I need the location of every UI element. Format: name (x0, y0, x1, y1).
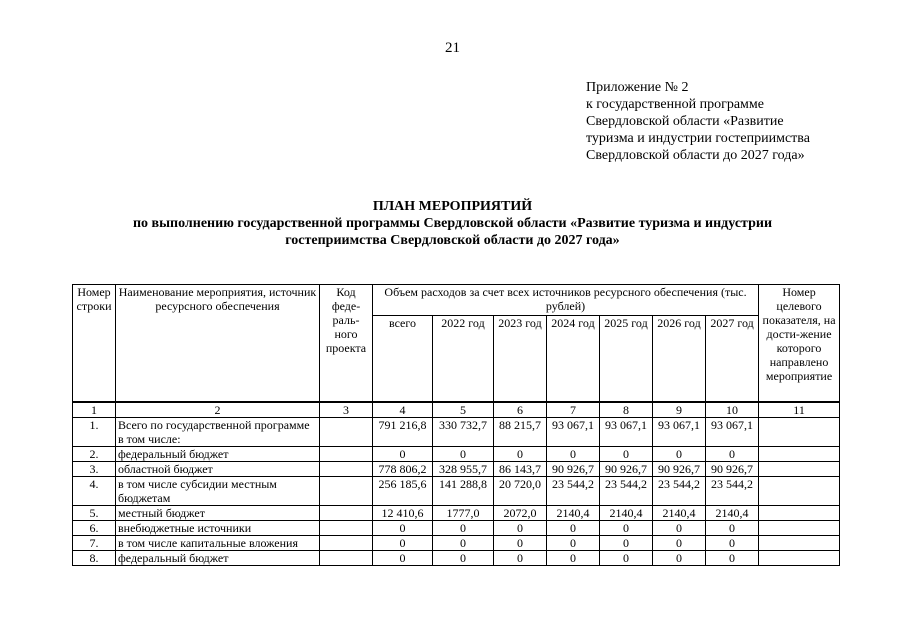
row-2027-cell: 23 544,2 (706, 477, 759, 506)
row-number-cell: 1. (73, 418, 116, 447)
row-2024-cell: 90 926,7 (547, 462, 600, 477)
row-code-cell (320, 447, 373, 462)
row-2027-cell: 2140,4 (706, 506, 759, 521)
row-target-cell (759, 521, 840, 536)
row-name-cell: в том числе субсидии местным бюджетам (116, 477, 320, 506)
row-code-cell (320, 506, 373, 521)
row-2022-cell: 141 288,8 (433, 477, 494, 506)
header-name: Наименование мероприятия, источник ресурсного обеспечения (116, 285, 320, 403)
table-header-row (73, 285, 840, 316)
table-row (73, 418, 840, 447)
row-2027-cell: 0 (706, 551, 759, 566)
column-number: 9 (653, 402, 706, 418)
row-code-cell (320, 551, 373, 566)
column-number: 8 (600, 402, 653, 418)
table-row (73, 551, 840, 566)
row-number-cell: 6. (73, 521, 116, 536)
row-2022-cell: 0 (433, 447, 494, 462)
row-2025-cell: 90 926,7 (600, 462, 653, 477)
row-2025-cell: 0 (600, 521, 653, 536)
row-2026-cell: 23 544,2 (653, 477, 706, 506)
column-number-row (73, 402, 840, 418)
row-2025-cell: 0 (600, 536, 653, 551)
row-total-cell: 778 806,2 (373, 462, 433, 477)
table-row (73, 462, 840, 477)
row-2025-cell: 23 544,2 (600, 477, 653, 506)
header-year-2027: 2027 год (706, 316, 759, 403)
row-name-cell: федеральный бюджет (116, 551, 320, 566)
header-year-2026: 2026 год (653, 316, 706, 403)
appendix-line: к государственной программе (586, 97, 764, 112)
row-name-cell: местный бюджет (116, 506, 320, 521)
row-target-cell (759, 536, 840, 551)
row-name-cell: Всего по государственной программе в том числе: (116, 418, 320, 447)
row-code-cell (320, 477, 373, 506)
row-2023-cell: 86 143,7 (494, 462, 547, 477)
row-target-cell (759, 462, 840, 477)
row-target-cell (759, 506, 840, 521)
row-target-cell (759, 447, 840, 462)
row-2023-cell: 20 720,0 (494, 477, 547, 506)
table-row (73, 536, 840, 551)
row-2023-cell: 88 215,7 (494, 418, 547, 447)
row-2025-cell: 93 067,1 (600, 418, 653, 447)
row-number-cell: 2. (73, 447, 116, 462)
row-target-cell (759, 551, 840, 566)
row-2026-cell: 2140,4 (653, 506, 706, 521)
row-total-cell: 0 (373, 536, 433, 551)
table-row (73, 477, 840, 506)
row-2022-cell: 328 955,7 (433, 462, 494, 477)
appendix-note (586, 79, 810, 164)
header-year-2022: 2022 год (433, 316, 494, 403)
row-2024-cell: 2140,4 (547, 506, 600, 521)
row-2022-cell: 330 732,7 (433, 418, 494, 447)
row-2025-cell: 0 (600, 551, 653, 566)
column-number: 3 (320, 402, 373, 418)
appendix-line: Приложение № 2 (586, 80, 689, 95)
row-2022-cell: 1777,0 (433, 506, 494, 521)
row-number-cell: 7. (73, 536, 116, 551)
row-2025-cell: 2140,4 (600, 506, 653, 521)
column-number: 10 (706, 402, 759, 418)
row-number-cell: 4. (73, 477, 116, 506)
row-total-cell: 256 185,6 (373, 477, 433, 506)
appendix-line: Свердловской области «Развитие (586, 114, 784, 129)
row-code-cell (320, 462, 373, 477)
header-federal-code: Код феде-раль-ного проекта (320, 285, 373, 403)
table-row (73, 447, 840, 462)
appendix-line: туризма и индустрии гостеприимства (586, 131, 810, 146)
row-2022-cell: 0 (433, 551, 494, 566)
row-2024-cell: 0 (547, 551, 600, 566)
title-line: по выполнению государственной программы Свердловской области «Развитие туризма и индустрии (132, 216, 773, 231)
row-name-cell: внебюджетные источники (116, 521, 320, 536)
row-2023-cell: 2072,0 (494, 506, 547, 521)
header-row-number: Номер строки (73, 285, 116, 403)
row-total-cell: 0 (373, 447, 433, 462)
row-2027-cell: 93 067,1 (706, 418, 759, 447)
row-total-cell: 791 216,8 (373, 418, 433, 447)
row-2024-cell: 93 067,1 (547, 418, 600, 447)
row-2024-cell: 0 (547, 447, 600, 462)
row-2022-cell: 0 (433, 536, 494, 551)
row-total-cell: 0 (373, 551, 433, 566)
table-row (73, 506, 840, 521)
row-2026-cell: 0 (653, 521, 706, 536)
document-title (0, 198, 905, 249)
column-number: 6 (494, 402, 547, 418)
title-heading: ПЛАН МЕРОПРИЯТИЙ (372, 199, 533, 214)
row-2026-cell: 93 067,1 (653, 418, 706, 447)
row-name-cell: в том числе капитальные вложения (116, 536, 320, 551)
header-year-2024: 2024 год (547, 316, 600, 403)
column-number: 7 (547, 402, 600, 418)
row-code-cell (320, 536, 373, 551)
row-2026-cell: 90 926,7 (653, 462, 706, 477)
row-2024-cell: 0 (547, 521, 600, 536)
row-2023-cell: 0 (494, 521, 547, 536)
row-target-cell (759, 477, 840, 506)
plan-table (72, 284, 840, 566)
row-target-cell (759, 418, 840, 447)
row-2025-cell: 0 (600, 447, 653, 462)
row-2022-cell: 0 (433, 521, 494, 536)
header-volume: Объем расходов за счет всех источников ресурсного обеспечения (тыс. рублей) (373, 285, 759, 316)
row-total-cell: 12 410,6 (373, 506, 433, 521)
row-2023-cell: 0 (494, 536, 547, 551)
row-code-cell (320, 418, 373, 447)
row-number-cell: 8. (73, 551, 116, 566)
column-number: 4 (373, 402, 433, 418)
row-2027-cell: 0 (706, 521, 759, 536)
header-total: всего (373, 316, 433, 403)
row-name-cell: областной бюджет (116, 462, 320, 477)
row-2023-cell: 0 (494, 551, 547, 566)
row-code-cell (320, 521, 373, 536)
row-2024-cell: 0 (547, 536, 600, 551)
page-number: 21 (445, 40, 460, 56)
row-2027-cell: 0 (706, 536, 759, 551)
column-number: 2 (116, 402, 320, 418)
header-year-2025: 2025 год (600, 316, 653, 403)
row-number-cell: 3. (73, 462, 116, 477)
title-line: гостеприимства Свердловской области до 2027 года» (285, 233, 620, 248)
column-number: 1 (73, 402, 116, 418)
appendix-line: Свердловской области до 2027 года» (586, 148, 805, 163)
column-number: 11 (759, 402, 840, 418)
row-number-cell: 5. (73, 506, 116, 521)
table-row (73, 521, 840, 536)
header-year-2023: 2023 год (494, 316, 547, 403)
header-target: Номер целевого показателя, на дости-жение которого направлено мероприятие (759, 285, 840, 403)
column-number: 5 (433, 402, 494, 418)
row-2023-cell: 0 (494, 447, 547, 462)
row-2027-cell: 0 (706, 447, 759, 462)
row-2027-cell: 90 926,7 (706, 462, 759, 477)
row-2026-cell: 0 (653, 551, 706, 566)
row-name-cell: федеральный бюджет (116, 447, 320, 462)
row-total-cell: 0 (373, 521, 433, 536)
row-2026-cell: 0 (653, 536, 706, 551)
row-2026-cell: 0 (653, 447, 706, 462)
row-2024-cell: 23 544,2 (547, 477, 600, 506)
